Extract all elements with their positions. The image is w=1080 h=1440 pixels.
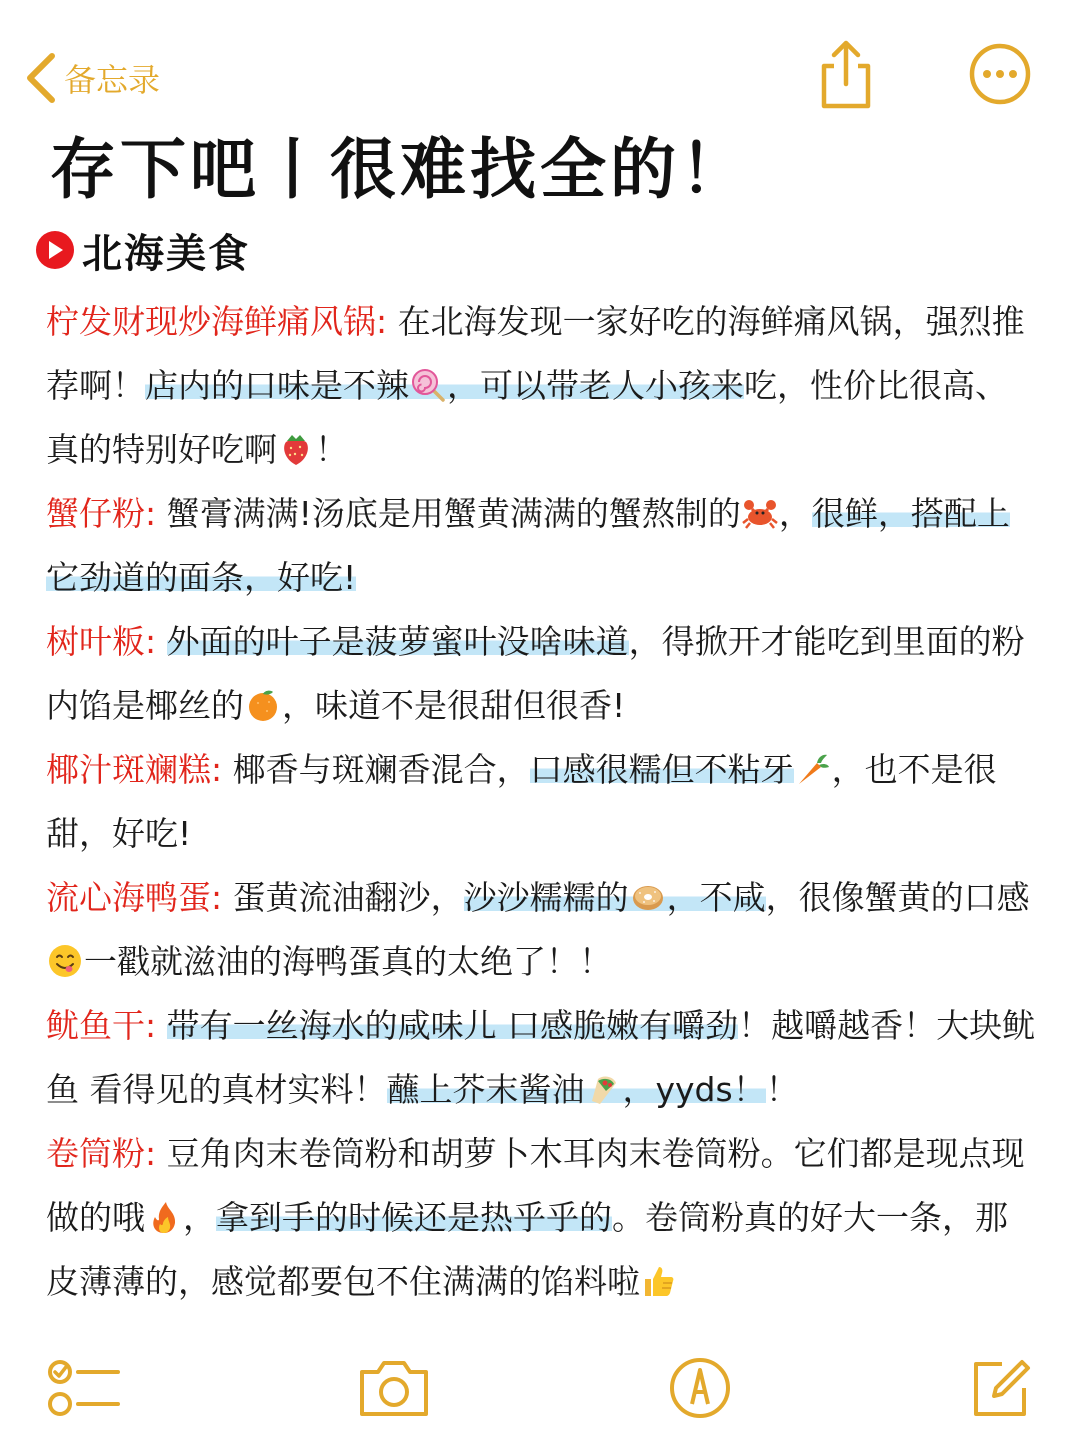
dish-name: 柠发财现炒海鲜痛风锅: bbox=[46, 302, 388, 341]
entry-text: ， bbox=[183, 1198, 216, 1237]
markup-pen-icon bbox=[668, 1356, 732, 1424]
red-play-icon bbox=[36, 231, 74, 269]
entry-text: ，味道不是很甜但很香! bbox=[282, 686, 626, 725]
entry-text: 吃，性价比很高、真的特别好吃啊 bbox=[46, 366, 1008, 469]
highlight-segment: 口感很糯但不粘牙 bbox=[529, 750, 794, 789]
compose-button[interactable] bbox=[960, 1350, 1040, 1430]
section-heading bbox=[36, 222, 250, 278]
food-entry-1 bbox=[46, 290, 1040, 482]
entry-text: ！ bbox=[765, 1070, 799, 1109]
thumbs-up-emoji bbox=[641, 1256, 677, 1292]
bottom-toolbar bbox=[0, 1340, 1080, 1440]
entry-text: 豆角肉末卷筒粉和胡萝卜木耳肉末卷筒粉。它们都是现点现做的哦 bbox=[46, 1134, 1025, 1237]
ellipsis-circle-icon bbox=[968, 42, 1032, 110]
compose-icon bbox=[968, 1356, 1032, 1424]
food-entry-2 bbox=[46, 482, 1040, 610]
carrot-emoji bbox=[795, 744, 831, 780]
entry-text: ！越嚼越香！大块鱿鱼 看得见的真材实料！ bbox=[46, 1006, 1036, 1109]
entry-text: 蛋黄流油翻沙， bbox=[232, 878, 464, 917]
highlight-segment: 外面的叶子是菠萝蜜叶没啥味道 bbox=[166, 622, 629, 661]
highlighted-text bbox=[387, 1070, 766, 1109]
highlight-segment: ，可以带老人小孩来 bbox=[447, 366, 744, 405]
note-body[interactable] bbox=[46, 290, 1040, 1314]
more-options-button[interactable] bbox=[964, 40, 1036, 112]
markup-button[interactable] bbox=[660, 1350, 740, 1430]
entry-text: ，也不是很甜，好吃! bbox=[46, 750, 997, 853]
entry-text: ，得掀开才能吃到里面的粉内馅是椰丝的 bbox=[46, 622, 1025, 725]
back-button[interactable] bbox=[22, 48, 160, 108]
yum-face-emoji bbox=[47, 936, 83, 972]
strawberry-emoji bbox=[278, 424, 314, 460]
highlight-segment: 店内的口味是不辣 bbox=[145, 366, 409, 405]
highlight-segment: 拿到手的时候还是热乎乎的 bbox=[216, 1198, 612, 1237]
back-label: 备忘录 bbox=[64, 61, 161, 99]
highlighted-text bbox=[464, 878, 766, 917]
chevron-left-icon bbox=[22, 50, 58, 106]
highlight-segment: 蘸上芥末酱油 bbox=[386, 1070, 585, 1109]
tangerine-emoji bbox=[245, 680, 281, 716]
dish-name: 鱿鱼干: bbox=[46, 1006, 157, 1045]
share-icon bbox=[816, 38, 876, 114]
food-entry-7 bbox=[46, 1122, 1040, 1314]
checklist-icon bbox=[46, 1356, 122, 1424]
crab-emoji bbox=[742, 488, 778, 524]
dish-name: 蟹仔粉: bbox=[46, 494, 157, 533]
food-entry-5 bbox=[46, 866, 1040, 994]
section-label: 北海美食 bbox=[82, 230, 250, 277]
dish-name: 流心海鸭蛋: bbox=[46, 878, 223, 917]
fire-emoji bbox=[146, 1192, 182, 1228]
entry-text: 一戳就滋油的海鸭蛋真的太绝了！！ bbox=[84, 942, 612, 981]
highlight-segment: 沙沙糯糯的 bbox=[463, 878, 629, 917]
entry-text: ！ bbox=[315, 430, 348, 469]
highlighted-text bbox=[145, 366, 744, 405]
lollipop-emoji bbox=[410, 360, 446, 396]
top-navigation-bar bbox=[0, 0, 1080, 130]
food-entry-4 bbox=[46, 738, 1040, 866]
checklist-button[interactable] bbox=[44, 1350, 124, 1430]
bagel-emoji bbox=[630, 872, 666, 908]
highlight-segment: 很鲜，搭配上它劲道的面条，好吃! bbox=[46, 494, 1010, 597]
entry-text: 椰香与斑斓香混合， bbox=[232, 750, 530, 789]
food-entry-3 bbox=[46, 610, 1040, 738]
dish-name: 树叶粄: bbox=[46, 622, 157, 661]
entry-text: 蟹膏满满!汤底是用蟹黄满满的蟹熬制的 bbox=[166, 494, 741, 533]
note-title: 存下吧丨很难找全的！ bbox=[50, 131, 750, 208]
food-entry-6 bbox=[46, 994, 1040, 1122]
entry-text: 在北海发现一家好吃的海鲜痛风锅，强烈推荐啊！ bbox=[46, 302, 1025, 405]
camera-icon bbox=[356, 1358, 432, 1422]
entry-text: 。卷筒粉真的好大一条，那皮薄薄的，感觉都要包不住满满的馅料啦 bbox=[46, 1198, 1008, 1301]
highlight-segment: ，不咸 bbox=[666, 878, 766, 917]
entry-text: ， bbox=[778, 494, 812, 533]
highlight-segment: 带有一丝海水的咸味儿 口感脆嫩有嚼劲 bbox=[166, 1006, 739, 1045]
dish-name: 卷筒粉: bbox=[46, 1134, 157, 1173]
entry-text: ，很像蟹黄的口感 bbox=[765, 878, 1030, 917]
dish-name: 椰汁斑斓糕: bbox=[46, 750, 223, 789]
camera-button[interactable] bbox=[354, 1350, 434, 1430]
share-button[interactable] bbox=[810, 40, 882, 112]
highlight-segment: ，yyds！ bbox=[622, 1070, 766, 1109]
wrap-emoji bbox=[586, 1064, 622, 1100]
